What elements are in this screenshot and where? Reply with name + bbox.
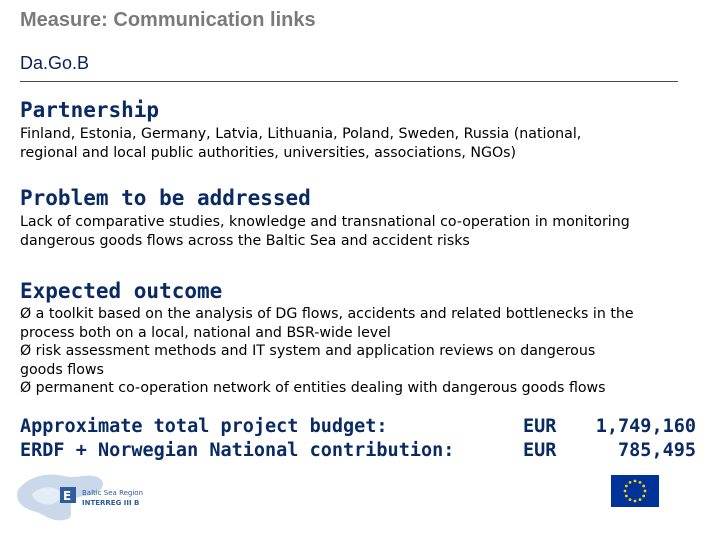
bullet-line: process both on a local, national and BSR-wide level [20,324,391,341]
section-body-problem [20,213,720,251]
divider [20,81,678,82]
project-name: Da.Go.B [20,53,90,73]
budget-labels [20,415,454,463]
interreg-logo-icon [14,466,164,526]
flag-star [624,490,627,493]
bullet-line: Ø a toolkit based on the analysis of DG flows, accidents and related bottlenecks in the [20,306,634,322]
text-line: Lack of comparative studies, knowledge and transnational co-operation in monitoring [20,214,630,230]
budget-erdf-label: ERDF + Norwegian National contribution: [20,440,455,461]
svg-text:E: E [63,489,72,503]
budget-currencies [523,415,556,463]
section-heading-outcome: Expected outcome [20,279,223,303]
flag-star [639,498,642,501]
section-heading-partnership: Partnership [20,98,160,122]
flag-star [644,490,647,493]
bullet-line: goods flows [20,361,104,378]
logo-line1: Baltic Sea Region [82,489,144,497]
budget-total-currency: EUR [523,416,557,437]
flag-star [629,498,632,501]
flag-star [642,485,645,488]
budget-total-value: 1,749,160 [595,416,696,437]
logo-line2: INTERREG III B [82,499,140,507]
flag-star [639,481,642,484]
flag-star [625,495,628,498]
budget-erdf-currency: EUR [523,440,557,461]
text-line: Finland, Estonia, Germany, Latvia, Lithuania, Poland, Sweden, Russia (national, [20,126,582,142]
flag-star [642,495,645,498]
bullet-line: Ø permanent co-operation network of entities dealing with dangerous goods flows [20,380,606,396]
section-body-partnership [20,125,720,163]
section-body-outcome [20,305,720,398]
flag-star [634,500,637,503]
flag-star [629,481,632,484]
flag-star [634,480,637,483]
budget-erdf-value: 785,495 [618,440,696,461]
flag-star [625,485,628,488]
budget-total-label: Approximate total project budget: [20,416,388,437]
section-heading-problem: Problem to be addressed [20,186,311,210]
page-title: Measure: Communication links [20,9,316,31]
eu-flag-icon [611,475,659,507]
text-line: dangerous goods flows across the Baltic Sea and accident risks [20,233,470,249]
budget-values [586,415,696,463]
text-line: regional and local public authorities, universities, associations, NGOs) [20,145,517,161]
bullet-line: Ø risk assessment methods and IT system and application reviews on dangerous [20,343,596,359]
